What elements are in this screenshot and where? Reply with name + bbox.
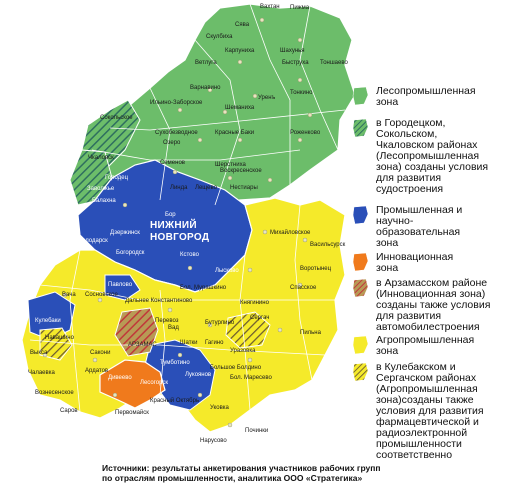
place-label: Сява bbox=[235, 22, 250, 28]
place-label: Уразовка bbox=[230, 348, 256, 354]
place-label: Ветлуга bbox=[195, 60, 217, 66]
legend-line: судостроения bbox=[376, 183, 444, 195]
place-label: Нарусово bbox=[200, 438, 227, 444]
place-label: Лесогорск bbox=[140, 380, 169, 386]
place-label: Бол. Мурашкино bbox=[180, 285, 227, 291]
legend-line: образовательная bbox=[376, 226, 461, 238]
place-label: Большое Болдино bbox=[210, 365, 262, 371]
place-label: Вад bbox=[168, 325, 179, 331]
legend-line: Агропромышленная bbox=[376, 334, 475, 346]
place-label: Шеманиха bbox=[225, 105, 255, 111]
place-label: Бор bbox=[165, 212, 176, 218]
legend-swatch-icon bbox=[352, 118, 369, 138]
legend-swatch-icon bbox=[352, 278, 369, 298]
legend-line: Промышленная и bbox=[376, 204, 463, 216]
place-label: АРЗАМАС bbox=[128, 342, 157, 348]
legend-line: в Арзамасском районе bbox=[376, 277, 488, 289]
place-label: Лукоянов bbox=[185, 372, 212, 378]
place-label: Шерстниха bbox=[215, 162, 246, 168]
legend-line: созданы также условия bbox=[376, 299, 491, 311]
legend-swatch-icon bbox=[352, 86, 369, 106]
place-label: Пильна bbox=[300, 330, 321, 336]
place-label: Роженково bbox=[290, 130, 321, 136]
legend-line: радиоэлектронной bbox=[376, 427, 468, 439]
place-label: Васильсурск bbox=[310, 242, 346, 248]
place-label: Варнавино bbox=[190, 85, 221, 91]
legend-line: для развития bbox=[376, 310, 442, 322]
place-label: Вознесенское bbox=[35, 390, 74, 396]
place-label: Дивеево bbox=[108, 375, 132, 381]
place-label: Володарск bbox=[78, 238, 108, 244]
place-label: Сергач bbox=[250, 315, 270, 321]
place-label: Уренъ bbox=[258, 95, 276, 101]
place-label: Тонкино bbox=[290, 90, 313, 96]
legend-line: для развития bbox=[376, 172, 442, 184]
place-label: Богородск bbox=[116, 250, 145, 256]
place-label: Сосновское bbox=[85, 292, 118, 298]
legend-line: Инновационная bbox=[376, 251, 454, 263]
legend-item-forest-plus bbox=[352, 118, 488, 195]
place-label: Сокольское bbox=[100, 115, 133, 121]
place-label: Заволжье bbox=[87, 186, 115, 192]
legend-line: научно- bbox=[376, 215, 414, 227]
legend-line: зона)созданы также bbox=[376, 394, 474, 406]
legend-line: Сергачском районах bbox=[376, 372, 477, 384]
legend-line: фармацевтической и bbox=[376, 416, 479, 428]
place-label: Балахна bbox=[92, 198, 116, 204]
place-label: Михайловское bbox=[270, 230, 311, 236]
place-label: Карпуниха bbox=[225, 48, 255, 54]
place-label: Бол. Маресево bbox=[230, 375, 272, 381]
place-label: Выкса bbox=[30, 350, 48, 356]
legend-line: Лесопромышленная bbox=[376, 85, 476, 97]
place-label: Спасское bbox=[290, 285, 317, 291]
legend-item-industrial bbox=[352, 205, 462, 249]
place-label: Нестиары bbox=[230, 185, 258, 191]
legend-line: зона bbox=[376, 345, 399, 357]
legend-line: автомобилестроения bbox=[376, 321, 480, 333]
place-label: Городец bbox=[105, 175, 129, 181]
legend-line: (Инновационная зона) bbox=[376, 288, 486, 300]
legend-line: зона) созданы условия bbox=[376, 161, 489, 173]
place-label: Лысково bbox=[215, 268, 239, 274]
legend-item-innovation bbox=[352, 252, 453, 274]
place-label: Шахунья bbox=[280, 48, 305, 54]
legend-line: (Агропромышленная bbox=[376, 383, 478, 395]
place-label: Навашино bbox=[45, 335, 74, 341]
place-label: Семенов bbox=[160, 160, 185, 166]
place-label: Первомайск bbox=[115, 410, 149, 416]
legend-swatch-icon bbox=[352, 335, 369, 355]
place-label: Воротынец bbox=[300, 266, 332, 272]
place-label: Саров bbox=[60, 408, 78, 414]
place-label: Ардатов bbox=[85, 368, 109, 374]
legend-line: промышленности bbox=[376, 438, 462, 450]
place-label: Гагино bbox=[205, 340, 224, 346]
place-label: Красные Баки bbox=[215, 130, 255, 136]
place-label: Княгинино bbox=[240, 300, 269, 306]
city-main-line1: НИЖНИЙ bbox=[150, 220, 197, 231]
place-label: Чалаевка bbox=[28, 370, 55, 376]
legend-line: зона bbox=[376, 237, 399, 249]
place-label: Бутурлино bbox=[205, 320, 235, 326]
place-label: Сакони bbox=[90, 350, 111, 356]
legend-line: в Кулебакском и bbox=[376, 361, 456, 373]
place-label: Шатки bbox=[180, 340, 198, 346]
legend-line: соответственно bbox=[376, 449, 453, 461]
place-label: Перевоз bbox=[155, 318, 179, 324]
legend-swatch-icon bbox=[352, 362, 369, 382]
legend-swatch-icon bbox=[352, 252, 369, 272]
place-label: Лещево bbox=[195, 185, 217, 191]
place-label: Тоншаево bbox=[320, 60, 348, 66]
legend-line: условия для развития bbox=[376, 405, 484, 417]
legend-item-forest bbox=[352, 86, 476, 108]
place-label: Вахтан bbox=[260, 4, 280, 10]
legend-line: (Лесопромышленная bbox=[376, 150, 480, 162]
place-label: Красный Октябрь bbox=[150, 398, 200, 404]
place-label: Починки bbox=[245, 428, 269, 434]
legend-item-innovation-plus bbox=[352, 278, 490, 333]
place-label: Пижма bbox=[290, 5, 310, 11]
legend-item-agro-plus bbox=[352, 362, 484, 461]
city-main-line2: НОВГОРОД bbox=[150, 232, 210, 243]
place-label: Озеро bbox=[163, 140, 181, 146]
place-label: Скулбиха bbox=[206, 34, 233, 40]
source-note bbox=[102, 463, 432, 483]
place-label: Павлово bbox=[108, 282, 133, 288]
legend-swatch-icon bbox=[352, 205, 369, 225]
place-label: Чкаловск bbox=[88, 155, 114, 161]
place-label: Линда bbox=[170, 185, 188, 191]
place-label: Ильино-Заборское bbox=[150, 100, 203, 106]
legend-line: в Городецком, bbox=[376, 117, 446, 129]
place-label: Уковка bbox=[210, 405, 229, 411]
legend-item-agro bbox=[352, 335, 474, 357]
place-label: Воскресенское bbox=[220, 168, 262, 174]
place-label: Вача bbox=[62, 292, 76, 298]
source-line-1: Источники: результаты анкетирования участников рабочих групп bbox=[102, 463, 381, 473]
legend-line: Чкаловском районах bbox=[376, 139, 478, 151]
place-label: Кстово bbox=[180, 252, 199, 258]
place-label: Дальнее Константиново bbox=[125, 298, 193, 304]
legend-line: зона bbox=[376, 96, 399, 108]
legend-line: зона bbox=[376, 262, 399, 274]
place-label: Быструха bbox=[282, 60, 309, 66]
place-label: Тумботино bbox=[160, 360, 190, 366]
legend-line: Сокольском, bbox=[376, 128, 438, 140]
place-label: Сухобезводное bbox=[155, 130, 198, 136]
place-label: Кулебаки bbox=[35, 318, 61, 324]
source-line-2: по отраслям промышленности, аналитика ООО «Стратегика» bbox=[102, 473, 363, 483]
place-label: Дзержинск bbox=[110, 230, 140, 236]
